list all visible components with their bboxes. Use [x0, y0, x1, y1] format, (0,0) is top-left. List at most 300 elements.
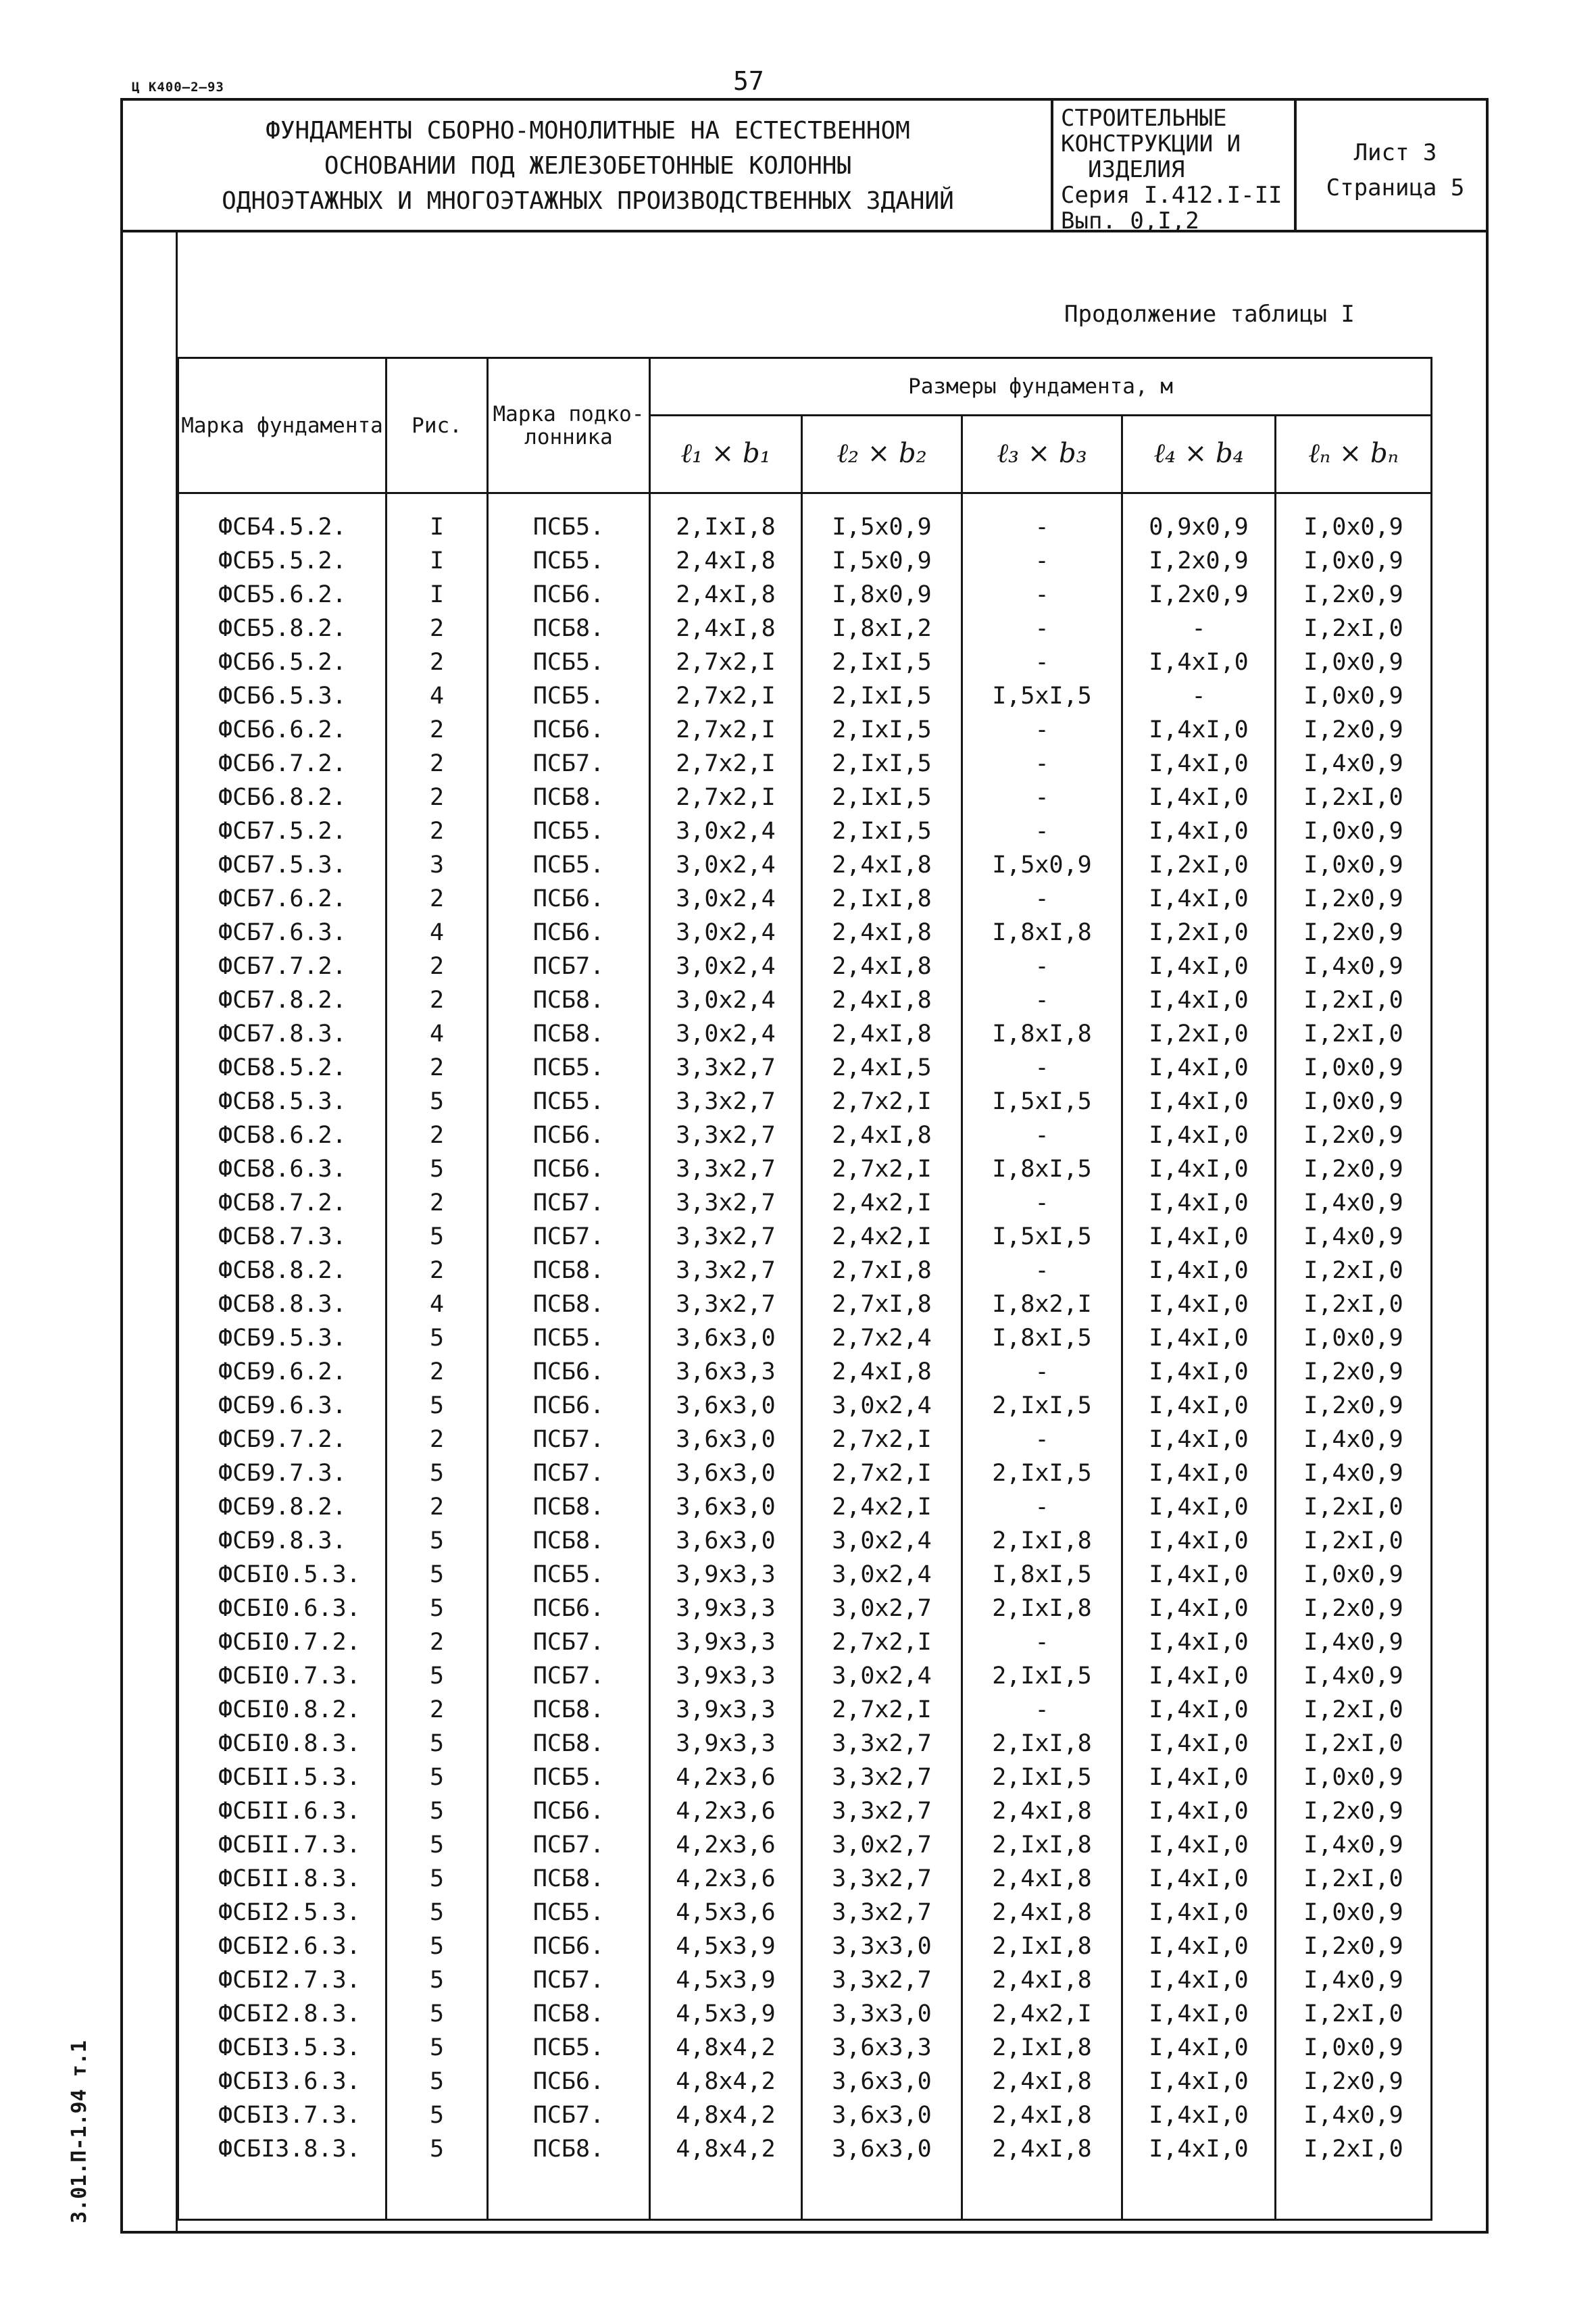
cell-dim-2: 2,7x2,I: [802, 1423, 962, 1456]
cell-dim-4: I,4xI,0: [1122, 1321, 1276, 1355]
table-row: [178, 578, 1432, 612]
cell-mark: ФСБII.5.3.: [178, 1761, 386, 1794]
cell-dim-2: 2,4xI,8: [802, 916, 962, 950]
cell-dim-3: I,8xI,8: [962, 916, 1122, 950]
header-dim-4-label: ℓ₄ × b₄: [1153, 437, 1244, 469]
cell-mark: ФСБII.7.3.: [178, 1828, 386, 1862]
cell-fig: 5: [386, 1828, 488, 1862]
cell-column-mark: ПСБ8.: [488, 1017, 650, 1051]
cell-column-mark: ПСБ8.: [488, 1524, 650, 1558]
cell-dim-4: I,4xI,0: [1122, 1085, 1276, 1118]
header-sizes: Размеры фундамента, м: [650, 358, 1432, 416]
cell-mark: ФСБ9.6.3.: [178, 1389, 386, 1423]
cell-dim-3: -: [962, 1423, 1122, 1456]
cell-dim-n: I,0x0,9: [1276, 1085, 1432, 1118]
cell-column-mark: ПСБ8.: [488, 983, 650, 1017]
cell-dim-1: 3,3x2,7: [650, 1051, 802, 1085]
table-row: [178, 1389, 1432, 1423]
cell-mark: ФСБII.8.3.: [178, 1862, 386, 1896]
cell-fig: 5: [386, 1558, 488, 1592]
cell-dim-2: 2,4xI,8: [802, 1118, 962, 1152]
cell-dim-2: 2,7x2,I: [802, 1085, 962, 1118]
cell-mark: ФСБI3.6.3.: [178, 2065, 386, 2098]
cell-mark: ФСБI0.7.3.: [178, 1659, 386, 1693]
cell-column-mark: ПСБ6.: [488, 713, 650, 747]
table-row: [178, 1051, 1432, 1085]
cell-dim-3: 2,4xI,8: [962, 2132, 1122, 2220]
cell-dim-2: I,8xI,2: [802, 612, 962, 645]
header-mark: Марка фундамента: [178, 358, 386, 493]
cell-fig: 5: [386, 1524, 488, 1558]
cell-dim-4: I,2xI,0: [1122, 848, 1276, 882]
cell-dim-1: 4,5x3,9: [650, 1929, 802, 1963]
cell-dim-4: I,4xI,0: [1122, 1186, 1276, 1220]
cell-column-mark: ПСБ6.: [488, 1389, 650, 1423]
cell-dim-n: I,2xI,0: [1276, 1490, 1432, 1524]
cell-dim-4: I,4xI,0: [1122, 1693, 1276, 1727]
table-row: [178, 1490, 1432, 1524]
cell-dim-2: I,8x0,9: [802, 578, 962, 612]
cell-column-mark: ПСБ6.: [488, 1929, 650, 1963]
table-row: [178, 848, 1432, 882]
cell-dim-1: 3,6x3,0: [650, 1456, 802, 1490]
cell-dim-4: I,4xI,0: [1122, 781, 1276, 814]
cell-dim-4: I,2xI,0: [1122, 916, 1276, 950]
cell-dim-2: 2,4xI,8: [802, 983, 962, 1017]
cell-dim-1: 3,6x3,0: [650, 1321, 802, 1355]
cell-dim-3: 2,IxI,8: [962, 1929, 1122, 1963]
cell-mark: ФСБ8.5.2.: [178, 1051, 386, 1085]
cell-column-mark: ПСБ6.: [488, 1794, 650, 1828]
cell-dim-2: 3,0x2,7: [802, 1828, 962, 1862]
cell-fig: 2: [386, 1186, 488, 1220]
cell-dim-1: 4,5x3,9: [650, 1997, 802, 2031]
cell-dim-2: 3,3x2,7: [802, 1727, 962, 1761]
cell-dim-2: 3,0x2,4: [802, 1389, 962, 1423]
table-row: [178, 814, 1432, 848]
cell-dim-n: I,4x0,9: [1276, 950, 1432, 983]
cell-dim-1: 3,0x2,4: [650, 848, 802, 882]
cell-dim-3: I,8xI,5: [962, 1558, 1122, 1592]
cell-dim-n: I,0x0,9: [1276, 1051, 1432, 1085]
cell-fig: 2: [386, 814, 488, 848]
cell-dim-2: 3,3x2,7: [802, 1963, 962, 1997]
cell-dim-4: I,4xI,0: [1122, 1896, 1276, 1929]
cell-dim-n: I,2xI,0: [1276, 1524, 1432, 1558]
cell-dim-3: 2,4xI,8: [962, 2065, 1122, 2098]
table-row: [178, 1085, 1432, 1118]
cell-dim-3: -: [962, 1118, 1122, 1152]
cell-dim-2: 2,7x2,I: [802, 1693, 962, 1727]
cell-mark: ФСБI3.5.3.: [178, 2031, 386, 2065]
header-dim-2: [802, 416, 962, 493]
side-code: 3.01.П-1.94 т.1: [68, 2040, 91, 2223]
cell-dim-n: I,4x0,9: [1276, 1220, 1432, 1254]
cell-dim-1: 3,0x2,4: [650, 814, 802, 848]
cell-column-mark: ПСБ6.: [488, 2065, 650, 2098]
cell-dim-3: -: [962, 950, 1122, 983]
cell-dim-1: 3,6x3,0: [650, 1423, 802, 1456]
cell-dim-2: 3,0x2,7: [802, 1592, 962, 1625]
cell-dim-3: -: [962, 781, 1122, 814]
sheet-number: Лист 3: [1353, 139, 1437, 166]
cell-dim-1: 2,7x2,I: [650, 645, 802, 679]
cell-fig: 5: [386, 1761, 488, 1794]
cell-fig: 5: [386, 2031, 488, 2065]
table-row: [178, 2065, 1432, 2098]
cell-column-mark: ПСБ5.: [488, 848, 650, 882]
cell-dim-1: 4,5x3,6: [650, 1896, 802, 1929]
cell-dim-n: I,4x0,9: [1276, 1625, 1432, 1659]
cell-dim-3: I,8xI,8: [962, 1017, 1122, 1051]
cell-fig: 5: [386, 1896, 488, 1929]
cell-mark: ФСБI0.8.3.: [178, 1727, 386, 1761]
cell-dim-2: 2,IxI,8: [802, 882, 962, 916]
header-dim-n: [1276, 416, 1432, 493]
cell-fig: 5: [386, 1085, 488, 1118]
table-row: [178, 1220, 1432, 1254]
table-row: [178, 2031, 1432, 2065]
table-row: [178, 1321, 1432, 1355]
cell-fig: 3: [386, 848, 488, 882]
header-dim-3-label: ℓ₃ × b₃: [997, 437, 1087, 469]
series-line-1: СТРОИТЕЛЬНЫЕ: [1061, 105, 1227, 132]
cell-column-mark: ПСБ8.: [488, 1862, 650, 1896]
cell-dim-n: I,2x0,9: [1276, 1929, 1432, 1963]
cell-dim-2: 2,4xI,8: [802, 950, 962, 983]
cell-column-mark: ПСБ7.: [488, 950, 650, 983]
header-dim-2-label: ℓ₂ × b₂: [837, 437, 927, 469]
table-row: [178, 2132, 1432, 2220]
cell-dim-3: I,5xI,5: [962, 679, 1122, 713]
cell-dim-n: I,0x0,9: [1276, 2031, 1432, 2065]
cell-dim-n: I,4x0,9: [1276, 1186, 1432, 1220]
cell-column-mark: ПСБ6.: [488, 1355, 650, 1389]
cell-dim-1: 3,3x2,7: [650, 1152, 802, 1186]
cell-dim-1: 3,9x3,3: [650, 1592, 802, 1625]
cell-dim-4: I,4xI,0: [1122, 1051, 1276, 1085]
cell-dim-1: 4,2x3,6: [650, 1862, 802, 1896]
cell-dim-4: I,4xI,0: [1122, 1558, 1276, 1592]
cell-dim-2: 2,IxI,5: [802, 679, 962, 713]
cell-dim-n: I,2xI,0: [1276, 1997, 1432, 2031]
cell-dim-2: 3,3x3,0: [802, 1997, 962, 2031]
table-row: [178, 544, 1432, 578]
cell-fig: 2: [386, 1355, 488, 1389]
cell-mark: ФСБ6.5.3.: [178, 679, 386, 713]
cell-dim-2: 2,4xI,8: [802, 1355, 962, 1389]
table-row: [178, 1558, 1432, 1592]
cell-column-mark: ПСБ7.: [488, 1625, 650, 1659]
cell-column-mark: ПСБ8.: [488, 1490, 650, 1524]
cell-column-mark: ПСБ5.: [488, 1321, 650, 1355]
cell-dim-n: I,2x0,9: [1276, 1592, 1432, 1625]
cell-dim-4: I,4xI,0: [1122, 1929, 1276, 1963]
cell-dim-n: I,2xI,0: [1276, 781, 1432, 814]
cell-dim-2: 2,IxI,5: [802, 781, 962, 814]
title-line-3: ОДНОЭТАЖНЫХ И МНОГОЭТАЖНЫХ ПРОИЗВОДСТВЕННЫХ ЗДАНИЙ: [222, 187, 954, 215]
table-row: [178, 1254, 1432, 1287]
cell-mark: ФСБI2.7.3.: [178, 1963, 386, 1997]
cell-column-mark: ПСБ7.: [488, 1963, 650, 1997]
cell-dim-4: I,4xI,0: [1122, 2031, 1276, 2065]
cell-column-mark: ПСБ8.: [488, 1693, 650, 1727]
cell-dim-n: I,2xI,0: [1276, 1862, 1432, 1896]
cell-fig: 2: [386, 1254, 488, 1287]
cell-mark: ФСБ4.5.2.: [178, 493, 386, 545]
table-row: [178, 1017, 1432, 1051]
cell-dim-1: 4,2x3,6: [650, 1761, 802, 1794]
cell-dim-4: I,4xI,0: [1122, 1997, 1276, 2031]
cell-dim-3: -: [962, 1625, 1122, 1659]
cell-dim-1: 3,3x2,7: [650, 1186, 802, 1220]
cell-dim-n: I,0x0,9: [1276, 544, 1432, 578]
cell-dim-4: I,4xI,0: [1122, 1220, 1276, 1254]
table-row: [178, 1727, 1432, 1761]
table-row: [178, 1592, 1432, 1625]
table-row: [178, 1355, 1432, 1389]
cell-dim-3: -: [962, 1051, 1122, 1085]
table-row: [178, 1761, 1432, 1794]
cell-dim-1: 4,5x3,9: [650, 1963, 802, 1997]
cell-mark: ФСБI2.8.3.: [178, 1997, 386, 2031]
cell-mark: ФСБ6.8.2.: [178, 781, 386, 814]
cell-dim-4: I,4xI,0: [1122, 645, 1276, 679]
table-row: [178, 1152, 1432, 1186]
cell-dim-n: I,4x0,9: [1276, 2098, 1432, 2132]
cell-dim-n: I,2xI,0: [1276, 1017, 1432, 1051]
cell-mark: ФСБ7.7.2.: [178, 950, 386, 983]
cell-dim-3: I,8xI,5: [962, 1321, 1122, 1355]
cell-mark: ФСБ6.6.2.: [178, 713, 386, 747]
cell-fig: 5: [386, 1794, 488, 1828]
cell-dim-4: I,4xI,0: [1122, 950, 1276, 983]
cell-mark: ФСБI3.7.3.: [178, 2098, 386, 2132]
title-line-1: ФУНДАМЕНТЫ СБОРНО-МОНОЛИТНЫЕ НА ЕСТЕСТВЕННОМ: [266, 117, 910, 145]
cell-dim-n: I,0x0,9: [1276, 493, 1432, 545]
cell-fig: 2: [386, 1490, 488, 1524]
cell-dim-3: 2,IxI,5: [962, 1456, 1122, 1490]
cell-dim-4: I,4xI,0: [1122, 814, 1276, 848]
cell-dim-1: 3,9x3,3: [650, 1727, 802, 1761]
cell-dim-3: I,8xI,5: [962, 1152, 1122, 1186]
cell-column-mark: ПСБ5.: [488, 645, 650, 679]
table-row: [178, 1929, 1432, 1963]
table-row: [178, 679, 1432, 713]
cell-dim-1: 3,9x3,3: [650, 1659, 802, 1693]
cell-fig: 2: [386, 747, 488, 781]
cell-dim-1: 2,7x2,I: [650, 747, 802, 781]
cell-dim-1: 3,0x2,4: [650, 1017, 802, 1051]
cell-dim-1: 3,0x2,4: [650, 916, 802, 950]
cell-fig: 5: [386, 2132, 488, 2220]
page-number: 57: [733, 66, 764, 96]
cell-dim-3: 2,4xI,8: [962, 2098, 1122, 2132]
cell-dim-3: -: [962, 1355, 1122, 1389]
cell-dim-1: 2,4xI,8: [650, 612, 802, 645]
cell-dim-n: I,2x0,9: [1276, 1355, 1432, 1389]
table-body: [178, 493, 1432, 2220]
cell-dim-n: I,0x0,9: [1276, 645, 1432, 679]
cell-dim-3: -: [962, 1186, 1122, 1220]
cell-mark: ФСБI0.5.3.: [178, 1558, 386, 1592]
cell-mark: ФСБ9.8.3.: [178, 1524, 386, 1558]
cell-fig: 5: [386, 1862, 488, 1896]
cell-dim-3: 2,IxI,8: [962, 1592, 1122, 1625]
series-line-2: КОНСТРУКЦИИ И: [1061, 130, 1241, 157]
series-line-3: ИЗДЕЛИЯ: [1088, 156, 1185, 183]
sheet-block: [1304, 135, 1487, 205]
table-row: [178, 983, 1432, 1017]
cell-dim-1: 2,IxI,8: [650, 493, 802, 545]
cell-mark: ФСБ5.5.2.: [178, 544, 386, 578]
cell-dim-4: I,4xI,0: [1122, 713, 1276, 747]
cell-dim-1: 3,3x2,7: [650, 1118, 802, 1152]
cell-fig: 5: [386, 1321, 488, 1355]
cell-column-mark: ПСБ8.: [488, 781, 650, 814]
cell-dim-n: I,2x0,9: [1276, 578, 1432, 612]
header-dim-3: [962, 416, 1122, 493]
cell-column-mark: ПСБ7.: [488, 747, 650, 781]
cell-dim-3: I,8x2,I: [962, 1287, 1122, 1321]
table-row: [178, 1186, 1432, 1220]
cell-fig: 5: [386, 1592, 488, 1625]
cell-fig: 5: [386, 1456, 488, 1490]
cell-mark: ФСБI2.5.3.: [178, 1896, 386, 1929]
cell-mark: ФСБI0.6.3.: [178, 1592, 386, 1625]
cell-column-mark: ПСБ5.: [488, 1558, 650, 1592]
cell-dim-3: I,5x0,9: [962, 848, 1122, 882]
cell-dim-3: 2,IxI,5: [962, 1659, 1122, 1693]
table-row: [178, 882, 1432, 916]
cell-dim-2: 2,7x2,4: [802, 1321, 962, 1355]
cell-column-mark: ПСБ8.: [488, 1997, 650, 2031]
cell-dim-4: I,4xI,0: [1122, 2098, 1276, 2132]
cell-dim-1: 4,2x3,6: [650, 1828, 802, 1862]
cell-dim-3: 2,IxI,8: [962, 2031, 1122, 2065]
table-row: [178, 1794, 1432, 1828]
cell-dim-1: 2,7x2,I: [650, 713, 802, 747]
cell-dim-4: I,4xI,0: [1122, 2132, 1276, 2220]
cell-dim-2: 2,7xI,8: [802, 1287, 962, 1321]
cell-dim-n: I,2xI,0: [1276, 1287, 1432, 1321]
table-row: [178, 1625, 1432, 1659]
cell-dim-n: I,2x0,9: [1276, 882, 1432, 916]
cell-fig: 4: [386, 1017, 488, 1051]
cell-mark: ФСБ5.6.2.: [178, 578, 386, 612]
cell-fig: 4: [386, 679, 488, 713]
table-row: [178, 1524, 1432, 1558]
cell-dim-3: 2,4xI,8: [962, 1963, 1122, 1997]
cell-dim-2: 3,3x2,7: [802, 1761, 962, 1794]
cell-dim-2: 2,7x2,I: [802, 1625, 962, 1659]
cell-dim-2: I,5x0,9: [802, 493, 962, 545]
cell-dim-3: 2,IxI,8: [962, 1524, 1122, 1558]
cell-column-mark: ПСБ6.: [488, 916, 650, 950]
cell-dim-2: I,5x0,9: [802, 544, 962, 578]
cell-dim-1: 3,9x3,3: [650, 1558, 802, 1592]
cell-fig: 2: [386, 645, 488, 679]
page-label: Страница 5: [1326, 174, 1465, 201]
cell-dim-3: 2,4xI,8: [962, 1794, 1122, 1828]
cell-fig: 5: [386, 2098, 488, 2132]
cell-dim-4: I,4xI,0: [1122, 1287, 1276, 1321]
cell-dim-n: I,4x0,9: [1276, 1659, 1432, 1693]
cell-column-mark: ПСБ6.: [488, 578, 650, 612]
cell-dim-1: 3,9x3,3: [650, 1625, 802, 1659]
cell-dim-1: 4,8x4,2: [650, 2031, 802, 2065]
cell-mark: ФСБ8.8.2.: [178, 1254, 386, 1287]
cell-dim-2: 2,IxI,5: [802, 747, 962, 781]
cell-dim-1: 4,8x4,2: [650, 2065, 802, 2098]
cell-mark: ФСБ8.6.3.: [178, 1152, 386, 1186]
cell-dim-4: I,4xI,0: [1122, 1963, 1276, 1997]
cell-dim-2: 2,4xI,8: [802, 848, 962, 882]
table-row: [178, 1997, 1432, 2031]
cell-column-mark: ПСБ7.: [488, 1456, 650, 1490]
cell-mark: ФСБ8.8.3.: [178, 1287, 386, 1321]
table-row: [178, 713, 1432, 747]
cell-dim-3: -: [962, 814, 1122, 848]
cell-dim-4: I,4xI,0: [1122, 1659, 1276, 1693]
cell-dim-4: I,2xI,0: [1122, 1017, 1276, 1051]
cell-fig: 2: [386, 1118, 488, 1152]
cell-dim-n: I,2x0,9: [1276, 1118, 1432, 1152]
cell-mark: ФСБ8.6.2.: [178, 1118, 386, 1152]
cell-dim-4: I,2x0,9: [1122, 544, 1276, 578]
cell-dim-4: I,4xI,0: [1122, 1727, 1276, 1761]
cell-dim-3: -: [962, 983, 1122, 1017]
cell-mark: ФСБ9.6.2.: [178, 1355, 386, 1389]
cell-dim-2: 3,6x3,0: [802, 2098, 962, 2132]
cell-dim-2: 3,0x2,4: [802, 1558, 962, 1592]
cell-dim-3: 2,IxI,8: [962, 1727, 1122, 1761]
cell-dim-3: I,5xI,5: [962, 1085, 1122, 1118]
cell-mark: ФСБI0.8.2.: [178, 1693, 386, 1727]
cell-dim-4: I,4xI,0: [1122, 1794, 1276, 1828]
cell-dim-3: -: [962, 713, 1122, 747]
cell-dim-3: 2,IxI,5: [962, 1761, 1122, 1794]
cell-fig: I: [386, 544, 488, 578]
cell-fig: 5: [386, 1152, 488, 1186]
cell-dim-n: I,0x0,9: [1276, 1558, 1432, 1592]
cell-fig: 2: [386, 950, 488, 983]
cell-dim-4: I,4xI,0: [1122, 1828, 1276, 1862]
cell-column-mark: ПСБ8.: [488, 612, 650, 645]
cell-dim-2: 3,0x2,4: [802, 1659, 962, 1693]
table-row: [178, 1287, 1432, 1321]
cell-column-mark: ПСБ8.: [488, 1254, 650, 1287]
cell-mark: ФСБ7.6.3.: [178, 916, 386, 950]
cell-dim-1: 3,0x2,4: [650, 983, 802, 1017]
cell-dim-3: 2,IxI,5: [962, 1389, 1122, 1423]
table-row: [178, 1896, 1432, 1929]
cell-dim-n: I,0x0,9: [1276, 1896, 1432, 1929]
cell-dim-2: 2,IxI,5: [802, 645, 962, 679]
cell-dim-2: 3,3x2,7: [802, 1896, 962, 1929]
cell-mark: ФСБ9.5.3.: [178, 1321, 386, 1355]
cell-dim-4: I,4xI,0: [1122, 1592, 1276, 1625]
cell-dim-3: -: [962, 1254, 1122, 1287]
cell-fig: 2: [386, 882, 488, 916]
table-row: [178, 612, 1432, 645]
table-row: [178, 1659, 1432, 1693]
cell-dim-4: I,4xI,0: [1122, 983, 1276, 1017]
cell-column-mark: ПСБ5.: [488, 1051, 650, 1085]
cell-dim-n: I,2xI,0: [1276, 1254, 1432, 1287]
cell-column-mark: ПСБ7.: [488, 1828, 650, 1862]
cell-column-mark: ПСБ5.: [488, 1761, 650, 1794]
